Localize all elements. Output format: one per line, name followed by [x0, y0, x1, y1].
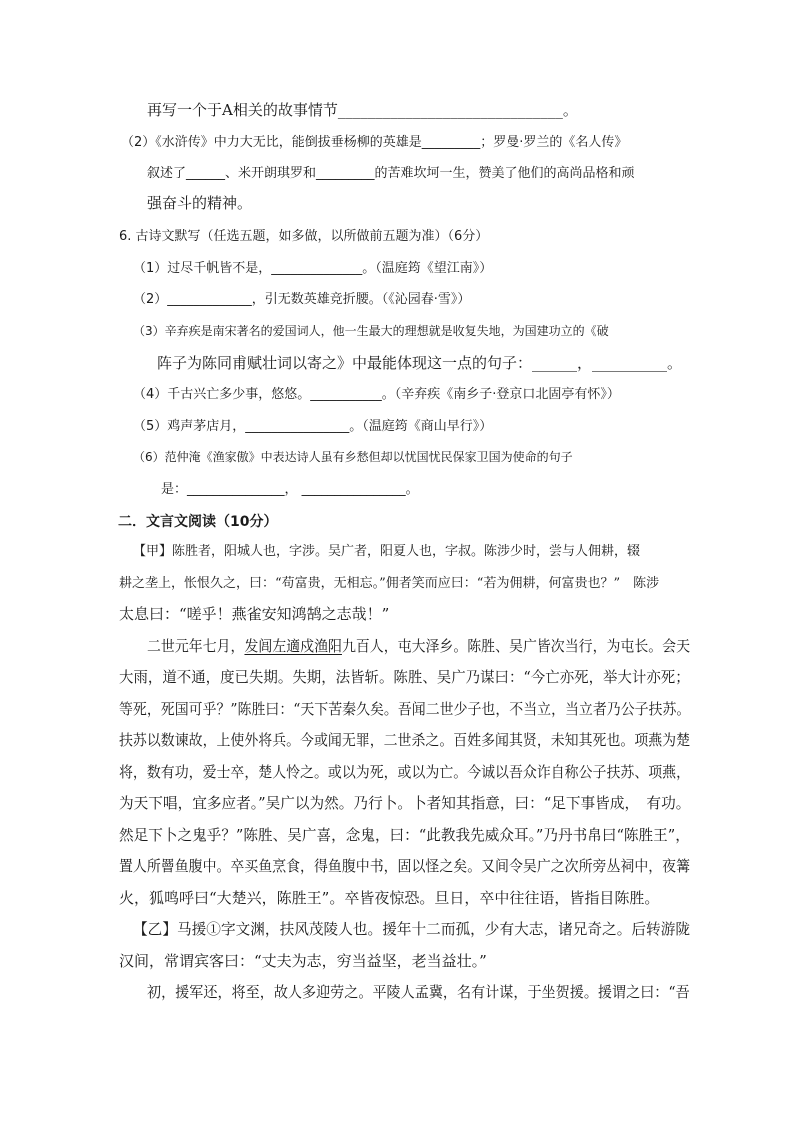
text-line: （2）_____________，引无数英雄竞折腰。（《沁园春·雪》）	[133, 292, 471, 307]
text-line: （1）过尽千帆皆不是，______________。（温庭筠《望江南》）	[133, 261, 493, 276]
text-line: 将，数有功，爱士卒，楚人怜之。或以为死，或以为亡。今诚以吾众诈自称公子扶苏、项燕，	[119, 763, 691, 781]
text-run: 二世元年七月，	[147, 637, 245, 655]
underlined-phrase: 发闾左適戍渔阳	[244, 637, 342, 655]
text-line: （4）千古兴亡多少事，悠悠。___________。（辛弃疾《南乡子·登京口北固亭有怀》）	[133, 387, 620, 402]
text-line: 扶苏以数谏故，上使外将兵。今或闻无罪，二世杀之。百姓多闻其贤，未知其死也。项燕为楚	[119, 731, 691, 749]
text-line: 【甲】陈胜者，阳城人也，字涉。吴广者，阳夏人也，字叔。陈涉少时，尝与人佣耕，辍	[133, 544, 641, 559]
text-line: （2）《水浒传》中力大无比，能倒拔垂杨柳的英雄是_________；罗曼·罗兰的《名人传》	[121, 135, 628, 150]
text-line: 太息曰：“嗟乎！燕雀安知鸿鹄之志哉！”	[119, 605, 390, 623]
text-line: （5）鸡声茅店月，________________。（温庭筠《商山早行》）	[133, 419, 493, 434]
text-line: 强奋斗的精神。	[147, 194, 253, 212]
text-line: 是：_______________， ________________。	[161, 482, 419, 497]
text-line: 叙述了______、米开朗琪罗和_________的苦难坎坷一生，赞美了他们的高尚品格和顽	[147, 166, 635, 181]
text-line: 置人所罾鱼腹中。卒买鱼烹食，得鱼腹中书，固以怪之矣。又间令吴广之次所旁丛祠中，夜篝	[119, 857, 691, 875]
text-line	[147, 639, 690, 654]
text-run: 九百人，屯大泽乡。陈胜、吴广皆次当行，为屯长。会天	[341, 637, 691, 655]
text-line: 汉间，常谓宾客曰：“丈夫为志，穷当益坚，老当益壮。”	[119, 952, 487, 970]
text-line: 再写一个于A相关的故事情节______________________________。	[147, 101, 578, 119]
text-line: （6）范仲淹《渔家傲》中表达诗人虽有乡愁但却以忧国忧民保家卫国为使命的句子	[133, 450, 573, 464]
text-line: 初，援军还，将至，故人多迎劳之。平陵人孟冀，名有计谋，于坐贺援。援谓之曰：“吾	[147, 983, 690, 1001]
text-line: （3）辛弃疾是南宋著名的爱国词人，他一生最大的理想就是收复失地，为国建功立的《破	[133, 324, 609, 338]
question-heading: 6. 古诗文默写（任选五题，如多做，以所做前五题为准）（6分）	[119, 229, 489, 244]
text-line: 火，狐鸣呼曰“大楚兴，陈胜王”。卒皆夜惊恐。旦日，卒中往往语，皆指目陈胜。	[119, 889, 660, 907]
text-line: 阵子为陈同甫赋壮词以寄之》中最能体现这一点的句子：______，__________。	[157, 354, 683, 372]
text-line: 为天下唱，宜多应者。”吴广以为然。乃行卜。卜者知其指意，曰：“足下事皆成， 有功。	[119, 794, 691, 812]
text-line: 等死，死国可乎？”陈胜曰：“天下苦秦久矣。吾闻二世少子也，不当立，当立者乃公子扶苏。	[119, 700, 691, 718]
text-line: 耕之垄上，怅恨久之，曰：“苟富贵，无相忘。”佣者笑而应曰：“若为佣耕，何富贵也？” 陈涉	[119, 576, 660, 591]
text-line: 大雨，道不通，度已失期。失期，法皆斩。陈胜、吴广乃谋曰：“今亡亦死，举大计亦死；	[119, 668, 690, 686]
section-heading: 二．文言文阅读（10分）	[118, 514, 278, 530]
text-line: 【乙】马援①字文渊，扶风茂陵人也。援年十二而孤，少有大志，诸兄奇之。后转游陇	[133, 920, 691, 938]
text-line: 然足下卜之鬼乎？”陈胜、吴广喜，念鬼，曰：“此教我先威众耳。”乃丹书帛曰“陈胜王”，	[119, 826, 690, 844]
